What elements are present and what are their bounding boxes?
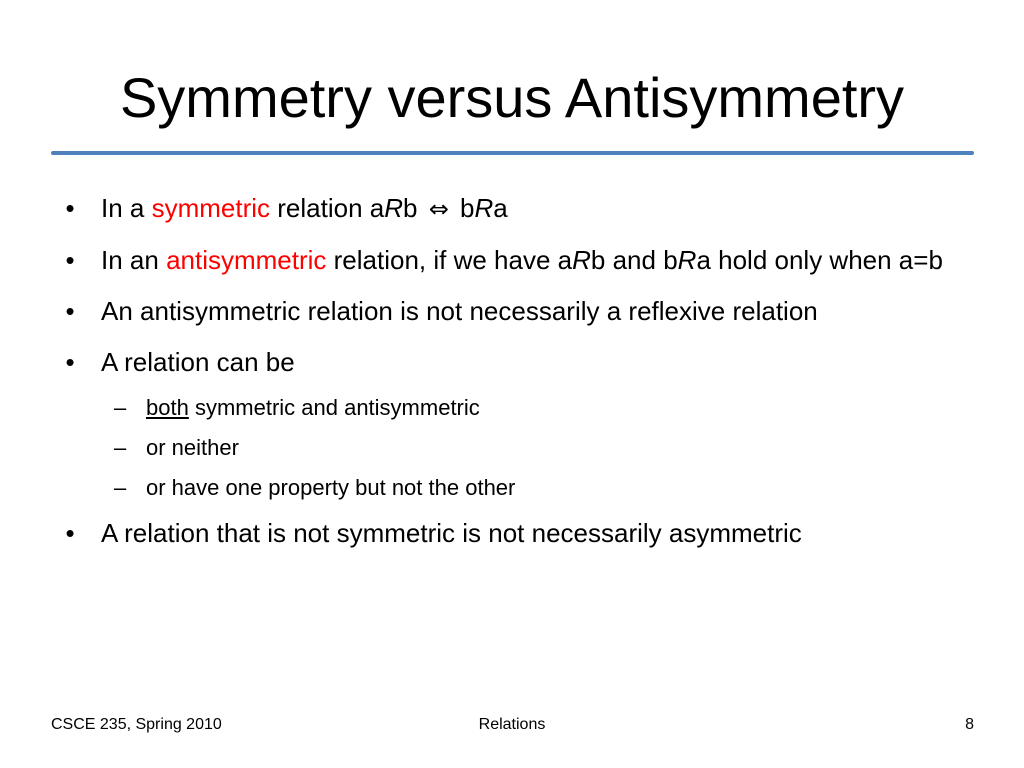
page-number: 8 — [965, 716, 974, 733]
bullet-icon: • — [65, 245, 75, 275]
sub-bullet-text: or neither — [146, 435, 239, 460]
dash-icon: – — [114, 435, 127, 460]
sub-bullet-text — [146, 395, 480, 420]
bullet-icon: • — [65, 296, 75, 326]
text-run: In a — [101, 193, 152, 223]
text-run: relation, if we have a — [326, 245, 573, 275]
bullet-text — [101, 193, 508, 223]
dash-icon: – — [114, 395, 127, 420]
text-run: b — [452, 193, 475, 223]
dash-icon: – — [114, 475, 127, 500]
text-run: symmetric and antisymmetric — [188, 395, 480, 420]
text-run: a — [493, 193, 508, 223]
text-run: a hold only when a=b — [696, 245, 943, 275]
bullet-item — [60, 513, 980, 553]
sub-bullet-item — [60, 393, 980, 423]
slide-title: Symmetry versus Antisymmetry — [119, 66, 905, 129]
sub-bullet-text: or have one property but not the other — [146, 475, 516, 500]
bullet-icon: • — [65, 518, 75, 548]
title-underline — [51, 151, 974, 155]
bullet-text: A relation can be — [101, 347, 295, 377]
text-run: b — [403, 193, 425, 223]
slide-body — [60, 188, 980, 564]
bullet-item — [60, 342, 980, 382]
bullet-text: A relation that is not symmetric is not necessarily asymmetric — [101, 518, 802, 548]
text-run: relation a — [270, 193, 385, 223]
sub-bullet-item — [60, 473, 980, 503]
footer-topic: Relations — [478, 716, 546, 733]
underlined-term: both — [146, 395, 189, 420]
bullet-item — [60, 240, 980, 280]
relation-symbol: R — [474, 193, 494, 223]
highlight-term: symmetric — [151, 193, 271, 223]
bullet-icon: • — [65, 193, 75, 223]
bullet-item — [60, 188, 980, 229]
footer-course: CSCE 235, Spring 2010 — [51, 716, 222, 733]
text-run: b and b — [590, 245, 678, 275]
bullet-text: An antisymmetric relation is not necessarily a reflexive relation — [101, 296, 818, 326]
text-run: In an — [101, 245, 167, 275]
highlight-term: antisymmetric — [166, 245, 327, 275]
bullet-item — [60, 291, 980, 331]
relation-symbol: R — [572, 245, 591, 275]
bullet-icon: • — [65, 347, 75, 377]
bullet-text — [101, 245, 943, 275]
iff-arrow-icon: ⇔ — [428, 195, 449, 223]
sub-bullet-item — [60, 433, 980, 463]
relation-symbol: R — [677, 245, 697, 275]
relation-symbol: R — [384, 193, 403, 223]
